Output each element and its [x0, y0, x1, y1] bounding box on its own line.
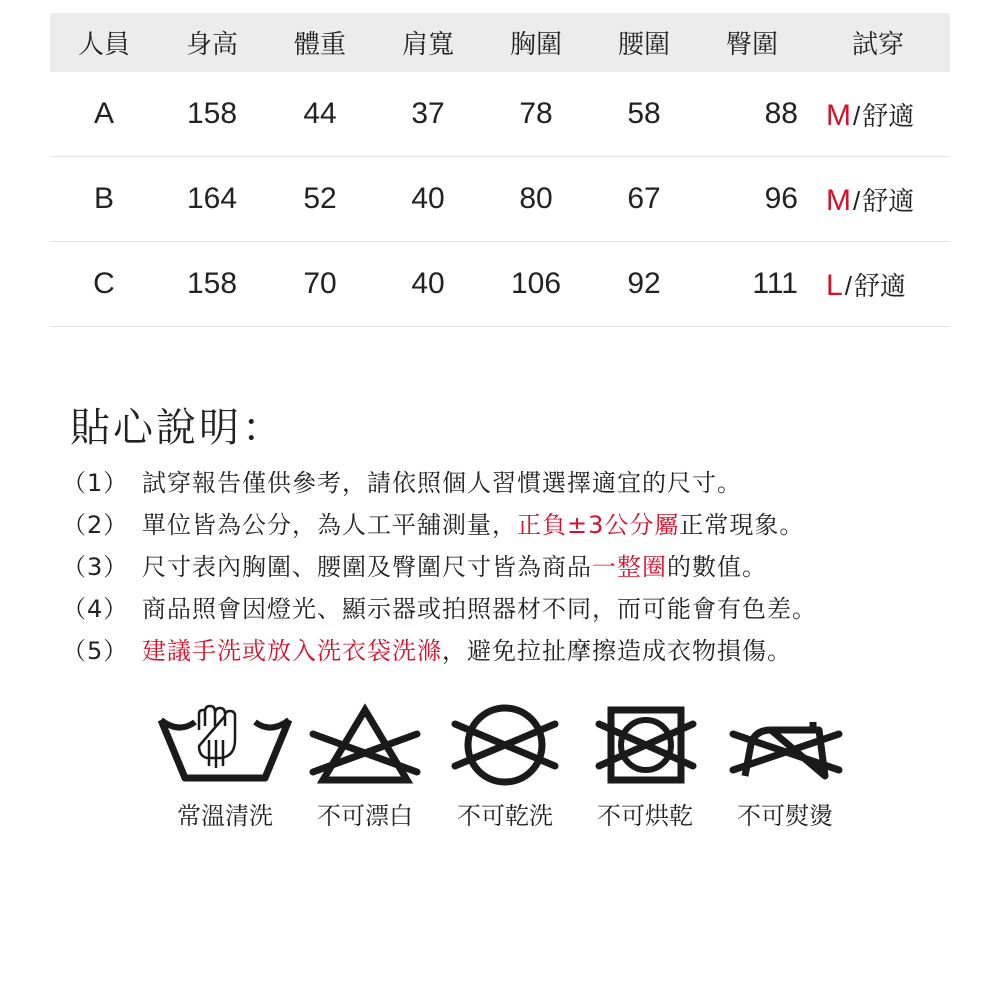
care-item-hand-wash: [155, 700, 295, 840]
cell-chest: 80: [482, 157, 590, 242]
note-highlight: 一整圈: [592, 553, 667, 581]
cell-person: A: [50, 72, 158, 157]
header-chest: 胸圍: [482, 13, 590, 72]
note-text: 單位皆為公分，為人工平舖測量，: [142, 511, 517, 539]
note-number: （3）: [62, 553, 129, 581]
list-item: [62, 588, 817, 630]
cell-shoulder: 37: [374, 72, 482, 157]
note-highlight: 正負±3公分屬: [517, 511, 680, 539]
cell-person: B: [50, 157, 158, 242]
fit-separator: /: [853, 185, 861, 216]
fit-size: M: [826, 183, 851, 217]
cell-weight: 70: [266, 242, 374, 327]
cell-person: C: [50, 242, 158, 327]
table-row: [50, 72, 950, 157]
no-dry-clean-icon: [435, 700, 575, 790]
cell-fit: [806, 72, 950, 157]
fit-size: L: [826, 268, 843, 302]
care-label: 不可乾洗: [457, 802, 553, 830]
header-weight: 體重: [266, 13, 374, 72]
header-shoulder: 肩寬: [374, 13, 482, 72]
header-waist: 腰圍: [590, 13, 698, 72]
list-item: [62, 630, 817, 672]
header-fit: 試穿: [806, 13, 950, 72]
header-height: 身高: [158, 13, 266, 72]
notes-title: 貼心說明：: [70, 405, 285, 451]
cell-waist: 58: [590, 72, 698, 157]
cell-chest: 106: [482, 242, 590, 327]
care-label: 常溫清洗: [177, 802, 273, 830]
cell-waist: 92: [590, 242, 698, 327]
list-item: [62, 462, 817, 504]
note-text-end: ，避免拉扯摩擦造成衣物損傷。: [442, 637, 792, 665]
cell-chest: 78: [482, 72, 590, 157]
cell-height: 164: [158, 157, 266, 242]
cell-hip: 111: [698, 242, 806, 327]
fit-text: 舒適: [862, 100, 915, 131]
table-row: [50, 157, 950, 242]
note-text-end: 的數值。: [667, 553, 767, 581]
cell-fit: [806, 242, 950, 327]
fit-text: 舒適: [862, 185, 915, 216]
cell-fit: [806, 157, 950, 242]
note-number: （4）: [62, 595, 129, 623]
care-label: 不可漂白: [317, 802, 413, 830]
table-header-row: [50, 13, 950, 72]
note-text: 尺寸表內胸圍、腰圍及臀圍尺寸皆為商品: [142, 553, 592, 581]
fit-size: M: [826, 98, 851, 132]
note-number: （1）: [62, 469, 129, 497]
fit-separator: /: [844, 270, 852, 301]
cell-hip: 88: [698, 72, 806, 157]
list-item: [62, 546, 817, 588]
note-text: 試穿報告僅供參考，請依照個人習慣選擇適宜的尺寸。: [142, 469, 742, 497]
table-row: [50, 242, 950, 327]
list-item: [62, 504, 817, 546]
cell-height: 158: [158, 72, 266, 157]
cell-shoulder: 40: [374, 157, 482, 242]
header-hip: 臀圍: [698, 13, 806, 72]
notes-list: [62, 462, 817, 672]
care-item-no-dry-clean: [435, 700, 575, 840]
no-bleach-icon: [295, 700, 435, 790]
hand-wash-icon: [155, 700, 295, 790]
note-number: （2）: [62, 511, 129, 539]
fit-text: 舒適: [853, 270, 906, 301]
care-label: 不可烘乾: [597, 802, 693, 830]
care-item-no-bleach: [295, 700, 435, 840]
note-highlight: 建議手洗或放入洗衣袋洗滌: [142, 637, 442, 665]
cell-weight: 44: [266, 72, 374, 157]
note-text-end: 正常現象。: [679, 511, 805, 539]
note-text: 商品照會因燈光、顯示器或拍照器材不同，而可能會有色差。: [142, 595, 817, 623]
cell-shoulder: 40: [374, 242, 482, 327]
no-tumble-dry-icon: [575, 700, 715, 790]
cell-waist: 67: [590, 157, 698, 242]
care-instructions: [155, 700, 855, 840]
care-item-no-tumble-dry: [575, 700, 715, 840]
care-item-no-iron: [715, 700, 855, 840]
size-table: [50, 13, 950, 327]
care-label: 不可熨燙: [737, 802, 833, 830]
no-iron-icon: [715, 700, 855, 790]
cell-hip: 96: [698, 157, 806, 242]
cell-height: 158: [158, 242, 266, 327]
fit-separator: /: [853, 100, 861, 131]
header-person: 人員: [50, 13, 158, 72]
cell-weight: 52: [266, 157, 374, 242]
note-number: （5）: [62, 637, 129, 665]
